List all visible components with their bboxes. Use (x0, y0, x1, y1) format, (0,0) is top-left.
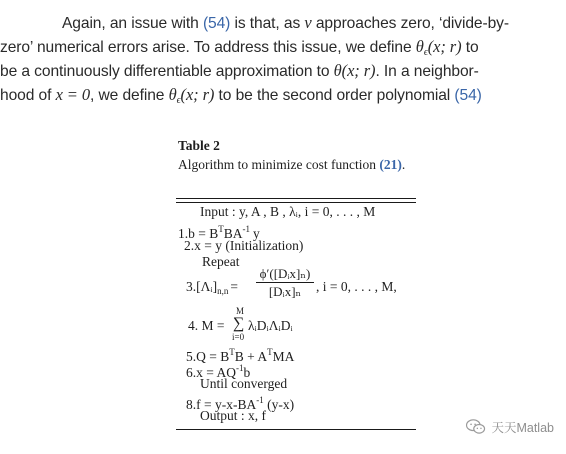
alg-step-3-rhs: , i = 0, . . . , M, (316, 279, 397, 294)
alg-step-4-lhs: 4. M = (188, 318, 225, 333)
paragraph-line-2: zero’ numerical errors arise. To address this issue, we define θϵ(x; r) to (0, 37, 479, 58)
fraction-bar (256, 282, 314, 283)
table-caption: Algorithm to minimize cost function (21). (178, 157, 406, 172)
equation-ref-link[interactable]: (54) (202, 15, 231, 32)
equation-ref-link-2[interactable]: (54) (454, 87, 482, 104)
table-top-rule (176, 198, 416, 199)
watermark (465, 416, 554, 438)
sum-upper-limit: M (236, 306, 245, 316)
paragraph-line-1: Again, an issue with (54) is that, as v approaches zero, ‘divide-by- (62, 13, 509, 32)
alg-step-2: 2.x = y (Initialization) (184, 238, 304, 253)
alg-step-5: $5.Q = B^TB + A^TMA$ (186, 347, 295, 364)
alg-step-3-fraction: ϕ′([Dᵢx]ₙ) [Dᵢx]ₙ (256, 266, 314, 299)
algorithm-table (176, 128, 416, 438)
paragraph-line-4: hood of x = 0, we define θϵ(x; r) to be the second order polynomial (54) (0, 85, 482, 106)
alg-until: Until converged (200, 376, 288, 391)
table-mid-rule (176, 202, 416, 203)
alg-input-line: Input : y, A , B , λᵢ, i = 0, . . . , M (200, 204, 376, 219)
alg-repeat: Repeat (202, 254, 240, 269)
sum-lower-limit: i=0 (232, 332, 245, 342)
paragraph-line-3: be a continuously differentiable approximation to θ(x; r). In a neighbor- (0, 61, 479, 80)
alg-step-6: $6.x = AQ^{-1}b$ (186, 363, 251, 380)
body-paragraph (0, 0, 566, 124)
table-label: Table 2 (178, 138, 220, 153)
table-bottom-rule (176, 429, 416, 430)
alg-output: Output : x, f (200, 408, 266, 423)
alg-step-1: $1.b = B^TBA^{-1}$ y (178, 224, 260, 241)
alg-step-8: $8.f = y-x-BA^{-1}$ (y-x) (186, 395, 295, 412)
watermark-text: 天天Matlab (491, 421, 554, 435)
caption-ref-link[interactable]: (21) (379, 157, 402, 172)
summation-sign: ∑ (233, 315, 245, 332)
alg-step-3-lhs: $3.[\Lambda ᵢ]_{n,n}$ = (186, 279, 238, 296)
alg-step-4-rhs: λᵢDᵢΛᵢDᵢ (248, 318, 293, 333)
wechat-icon (465, 418, 487, 436)
